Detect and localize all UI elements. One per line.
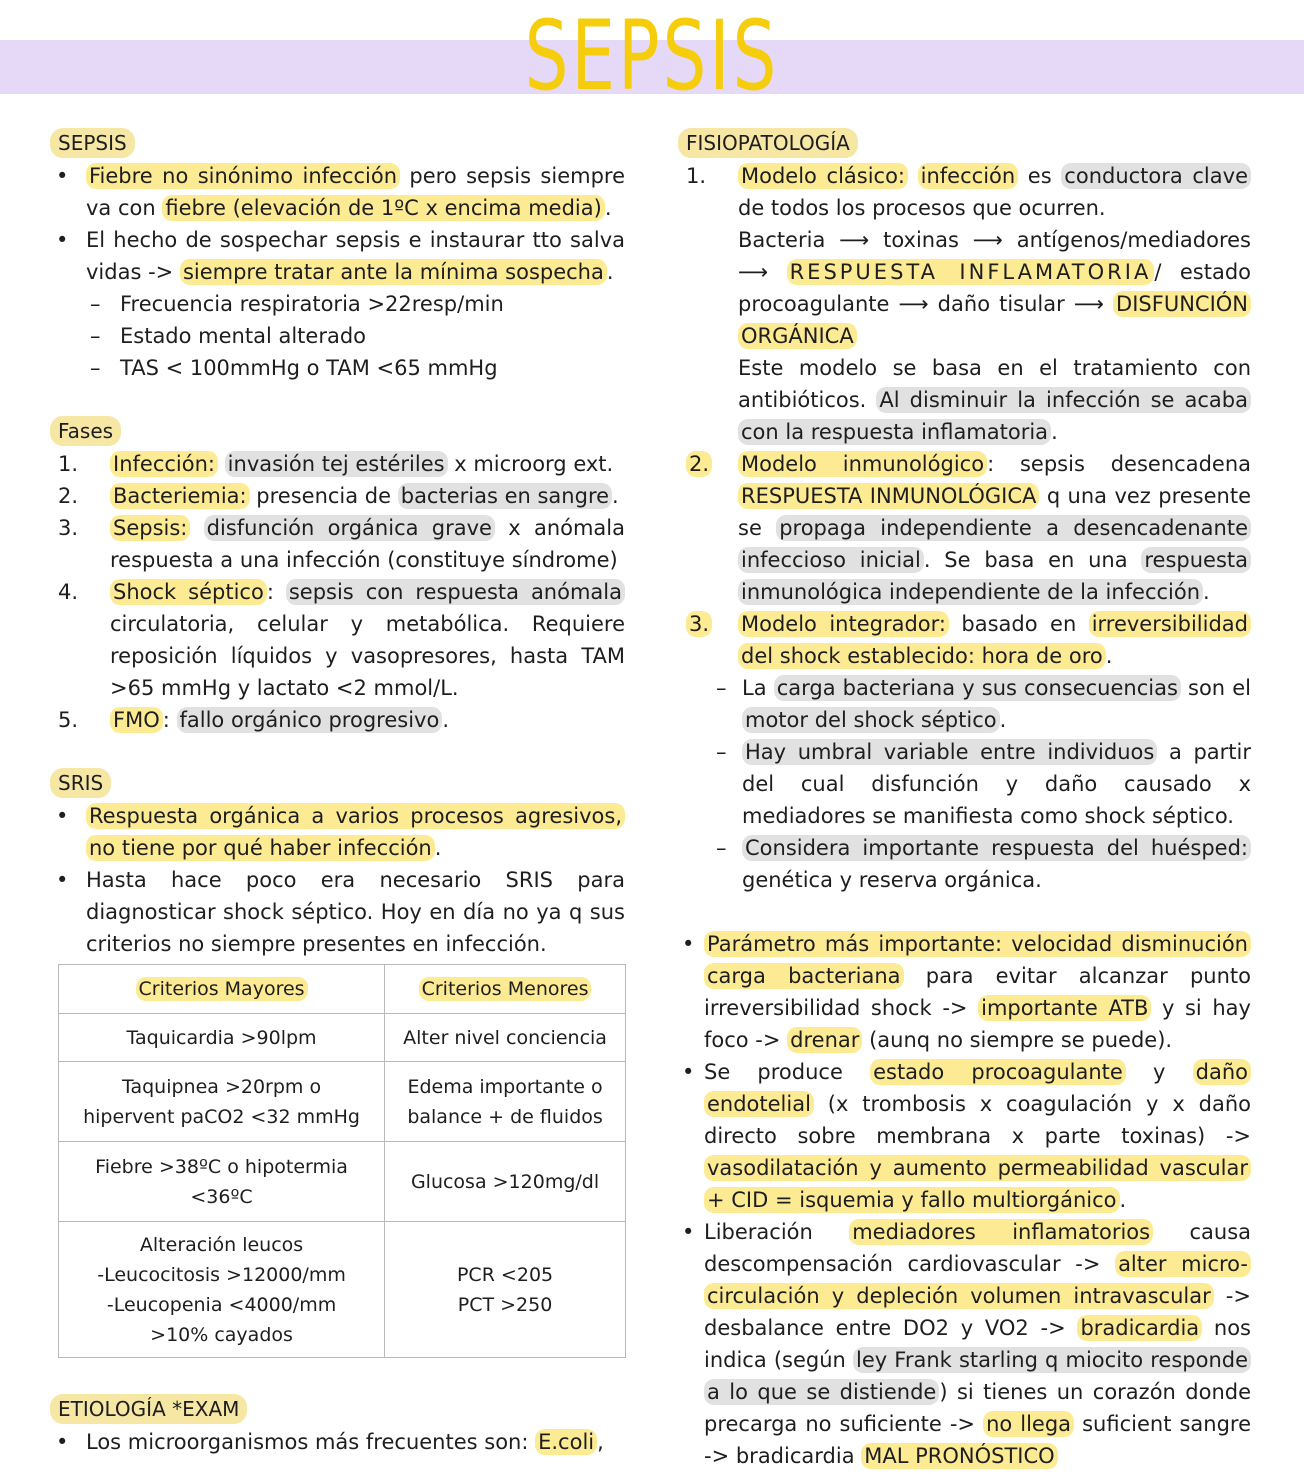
sub-list-item: – Hay umbral variable entre individuos a partir del cual disfunción y daño causado x mediadores se manifiesta como shock séptico. xyxy=(678,736,1251,832)
list-item: • Fiebre no sinónimo infección pero sepsis siempre va con fiebre (elevación de 1ºC x encima media) . xyxy=(50,160,625,224)
page-title: SEPSIS xyxy=(524,0,780,112)
list-item: 2. Modelo inmunológico : sepsis desencadena RESPUESTA INMUNOLÓGICA q una vez presente se propaga independiente a desencadenante infeccioso inicial . Se basa en una respuesta inmunológica independiente de la infección . xyxy=(678,448,1251,608)
fisiopatologia-heading: FISIOPATOLOGÍA xyxy=(678,128,858,158)
list-item: • Liberación mediadores inflamatorios causa descompensación cardiovascular -> alter micro-circulación y depleción volumen intravascular -> desbalance entre DO2 y VO2 -> bradicardia nos indica (según ley Frank starling q miocito responde a lo que se distiende ) si tienes un corazón donde precarga no suficiente -> no llega suficient sangre -> bradicardia MAL PRONÓSTICO xyxy=(678,1216,1251,1472)
list-item: 4. Shock séptico : sepsis con respuesta anómala circulatoria, celular y metabólica. Requiere reposición líquidos y vasopresores, hasta TAM >65 mmHg y lactato <2 mmol/L. xyxy=(58,580,625,700)
list-item: 2. Bacteriemia: presencia de bacterias en sangre . xyxy=(58,484,619,508)
list-item: 1. Infección: invasión tej estériles x microorg ext. xyxy=(58,452,614,476)
table-row: Fiebre >38ºC o hipotermia <36ºC Glucosa >120mg/dl xyxy=(59,1142,626,1222)
dash-icon: – xyxy=(716,676,727,700)
highlight: Fiebre no sinónimo infección xyxy=(86,163,400,189)
highlight: siempre tratar ante la mínima sospecha xyxy=(180,259,607,285)
dash-icon: – xyxy=(90,324,101,348)
etiologia-heading: ETIOLOGÍA *EXAM xyxy=(50,1394,247,1424)
list-item: • Parámetro más importante: velocidad disminución carga bacteriana para evitar alcanzar punto irreversibilidad shock -> importante ATB y si hay foco -> drenar (aunq no siempre se puede). xyxy=(678,928,1251,1056)
sub-list-item: – Estado mental alterado xyxy=(50,320,625,352)
table-row: Taquicardia >90lpm Alter nivel conciencia xyxy=(59,1014,626,1062)
bullet-icon: • xyxy=(682,1220,695,1244)
table-row: Alteración leucos -Leucocitosis >12000/mm -Leucopenia <4000/mm >10% cayados PCR <205 PCT >250 xyxy=(59,1222,626,1358)
sub-list-item: – TAS < 100mmHg o TAM <65 mmHg xyxy=(50,352,625,384)
fases-heading: Fases xyxy=(50,416,121,446)
dash-icon: – xyxy=(90,292,101,316)
dash-icon: – xyxy=(716,740,727,764)
list-item: 3. Sepsis: disfunción orgánica grave x anómala respuesta a una infección (constituye síndrome) xyxy=(58,516,625,572)
sris-heading: SRIS xyxy=(50,768,111,798)
bullet-icon: • xyxy=(682,932,695,956)
list-item: • El hecho de sospechar sepsis e instaurar tto salva vidas -> siempre tratar ante la mínima sospecha . xyxy=(50,224,625,288)
sepsis-heading: SEPSIS xyxy=(50,128,135,158)
dash-icon: – xyxy=(90,356,101,380)
bullet-icon: • xyxy=(56,164,69,188)
list-item: 5. FMO : fallo orgánico progresivo . xyxy=(58,708,449,732)
bullet-icon: • xyxy=(56,868,69,892)
table-header: Criterios Mayores xyxy=(59,965,385,1014)
table-header: Criterios Menores xyxy=(385,965,626,1014)
list-item: • Los microorganismos más frecuentes son: E.coli , xyxy=(50,1426,625,1458)
highlight: fiebre (elevación de 1ºC x encima media) xyxy=(162,195,604,221)
bullet-icon: • xyxy=(56,1430,69,1454)
bullet-icon: • xyxy=(56,804,69,828)
bullet-icon: • xyxy=(682,1060,695,1084)
criteria-table xyxy=(58,964,626,1358)
sub-list-item: – Frecuencia respiratoria >22resp/min xyxy=(50,288,625,320)
list-item: • Se produce estado procoagulante y daño endotelial (x trombosis x coagulación y x daño directo sobre membrana x parte toxinas) -> vasodilatación y aumento permeabilidad vascular + CID = isquemia y fallo multiorgánico . xyxy=(678,1056,1251,1216)
right-column xyxy=(678,128,1251,1472)
list-item: • Hasta hace poco era necesario SRIS para diagnosticar shock séptico. Hoy en día no ya q sus criterios no siempre presentes en infección. xyxy=(50,864,625,960)
list-item: 1. Modelo clásico: infección es conductora clave de todos los procesos que ocurren. Bacteria ⟶ toxinas ⟶ antígenos/mediadores ⟶ RESPUESTA INFLAMATORIA / estado procoagulante ⟶ daño tisular ⟶ DISFUNCIÓN ORGÁNICA Este modelo se basa en el tratamiento con antibióticos. Al disminuir la infección se acaba con la respuesta inflamatoria . xyxy=(686,164,1252,444)
list-item: 3. Modelo integrador: basado en irreversibilidad del shock establecido: hora de oro . xyxy=(678,608,1251,672)
table-row: Taquipnea >20rpm o hipervent paCO2 <32 mmHg Edema importante o balance + de fluidos xyxy=(59,1062,626,1142)
sub-list-item: – La carga bacteriana y sus consecuencias son el motor del shock séptico . xyxy=(678,672,1251,736)
sub-list-item: – Considera importante respuesta del huésped: genética y reserva orgánica. xyxy=(678,832,1251,896)
list-item: • Respuesta orgánica a varios procesos agresivos, no tiene por qué haber infección . xyxy=(50,800,625,864)
bullet-icon: • xyxy=(56,228,69,252)
left-column xyxy=(50,128,625,1458)
dash-icon: – xyxy=(716,836,727,860)
